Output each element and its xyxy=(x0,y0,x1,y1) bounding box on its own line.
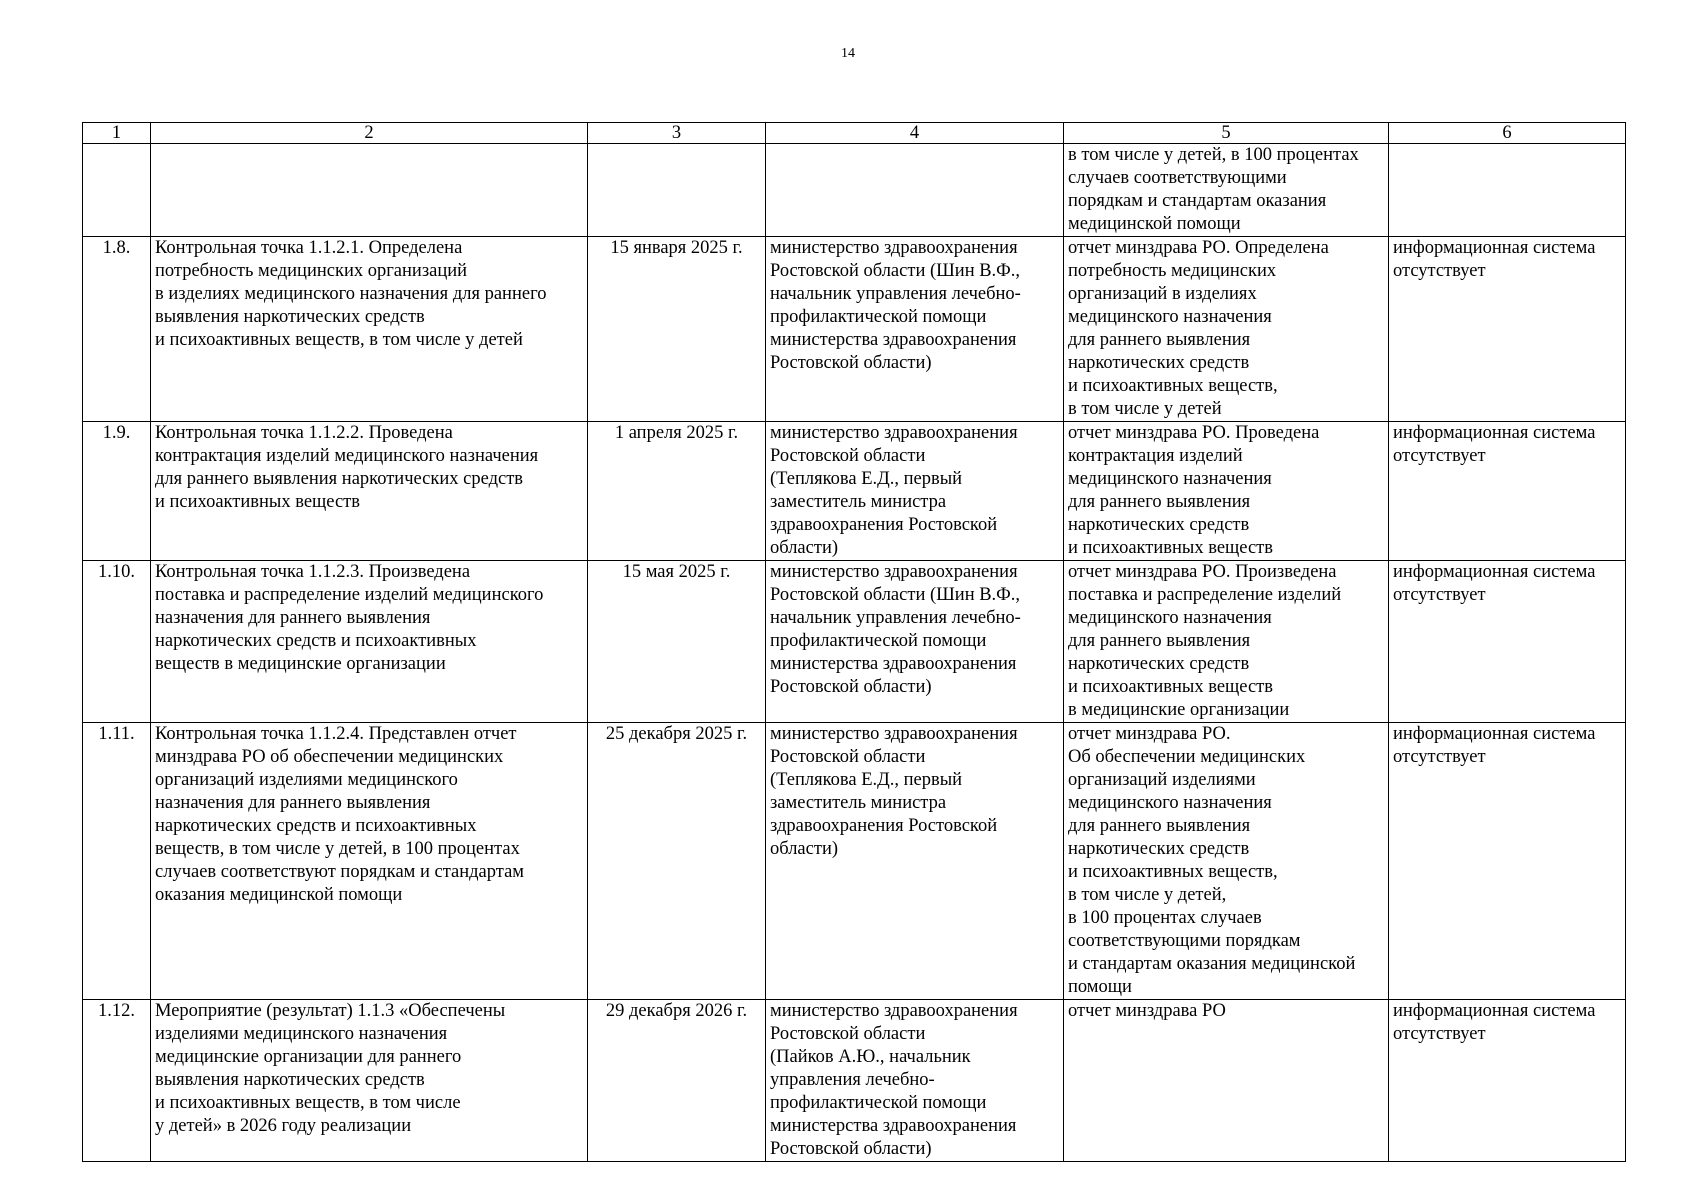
deadline-cell xyxy=(588,144,766,237)
column-header: 6 xyxy=(1389,123,1626,144)
column-header: 1 xyxy=(83,123,151,144)
column-header: 3 xyxy=(588,123,766,144)
event-name-cell xyxy=(151,144,588,237)
row-number-cell xyxy=(83,144,151,237)
event-name-cell: Контрольная точка 1.1.2.3. Произведена поставка и распределение изделий медицинского назначения для раннего выявления наркотических средств и психоактивных веществ в медицинские организации xyxy=(151,561,588,723)
responsible-cell: министерство здравоохранения Ростовской области (Шин В.Ф., начальник управления лечебно- профилактической помощи министерства здравоохранения Ростовской области) xyxy=(766,561,1064,723)
information-system-cell: информационная система отсутствует xyxy=(1389,422,1626,561)
row-number-cell: 1.9. xyxy=(83,422,151,561)
row-number-cell: 1.12. xyxy=(83,1000,151,1162)
information-system-cell xyxy=(1389,144,1626,237)
document-cell: в том числе у детей, в 100 процентах случаев соответствующими порядкам и стандартам оказания медицинской помощи xyxy=(1064,144,1389,237)
deadline-cell: 1 апреля 2025 г. xyxy=(588,422,766,561)
deadline-cell: 15 января 2025 г. xyxy=(588,237,766,422)
control-points-table xyxy=(82,122,1626,1162)
header-row xyxy=(83,123,1626,144)
document-cell: отчет минздрава РО. Проведена контрактация изделий медицинского назначения для раннего выявления наркотических средств и психоактивных веществ xyxy=(1064,422,1389,561)
column-header: 5 xyxy=(1064,123,1389,144)
column-header: 2 xyxy=(151,123,588,144)
document-cell: отчет минздрава РО xyxy=(1064,1000,1389,1162)
table-row xyxy=(83,561,1626,723)
document-cell: отчет минздрава РО. Определена потребность медицинских организаций в изделиях медицинского назначения для раннего выявления наркотических средств и психоактивных веществ, в том числе у детей xyxy=(1064,237,1389,422)
information-system-cell: информационная система отсутствует xyxy=(1389,237,1626,422)
deadline-cell: 15 мая 2025 г. xyxy=(588,561,766,723)
information-system-cell: информационная система отсутствует xyxy=(1389,1000,1626,1162)
information-system-cell: информационная система отсутствует xyxy=(1389,723,1626,1000)
responsible-cell: министерство здравоохранения Ростовской области (Шин В.Ф., начальник управления лечебно- профилактической помощи министерства здравоохранения Ростовской области) xyxy=(766,237,1064,422)
table-row xyxy=(83,144,1626,237)
table-row xyxy=(83,237,1626,422)
event-name-cell: Контрольная точка 1.1.2.2. Проведена контрактация изделий медицинского назначения для раннего выявления наркотических средств и психоактивных веществ xyxy=(151,422,588,561)
deadline-cell: 29 декабря 2026 г. xyxy=(588,1000,766,1162)
document-cell: отчет минздрава РО. Произведена поставка и распределение изделий медицинского назначения для раннего выявления наркотических средств и психоактивных веществ в медицинские организации xyxy=(1064,561,1389,723)
table-row xyxy=(83,1000,1626,1162)
column-header: 4 xyxy=(766,123,1064,144)
row-number-cell: 1.11. xyxy=(83,723,151,1000)
responsible-cell: министерство здравоохранения Ростовской области (Теплякова Е.Д., первый заместитель министра здравоохранения Ростовской области) xyxy=(766,422,1064,561)
event-name-cell: Контрольная точка 1.1.2.4. Представлен отчет минздрава РО об обеспечении медицинских организаций изделиями медицинского назначения для раннего выявления наркотических средств и психоактивных веществ, в том числе у детей, в 100 процентах случаев соответствуют порядкам и стандартам оказания медицинской помощи xyxy=(151,723,588,1000)
event-name-cell: Мероприятие (результат) 1.1.3 «Обеспечены изделиями медицинского назначения медицинские организации для раннего выявления наркотических средств и психоактивных веществ, в том числе у детей» в 2026 году реализации xyxy=(151,1000,588,1162)
table-row xyxy=(83,422,1626,561)
information-system-cell: информационная система отсутствует xyxy=(1389,561,1626,723)
responsible-cell: министерство здравоохранения Ростовской области (Пайков А.Ю., начальник управления лечебно- профилактической помощи министерства здравоохранения Ростовской области) xyxy=(766,1000,1064,1162)
deadline-cell: 25 декабря 2025 г. xyxy=(588,723,766,1000)
page-number: 14 xyxy=(841,46,855,61)
document-cell: отчет минздрава РО. Об обеспечении медицинских организаций изделиями медицинского назначения для раннего выявления наркотических средств и психоактивных веществ, в том числе у детей, в 100 процентах случаев соответствующими порядкам и стандартам оказания медицинской помощи xyxy=(1064,723,1389,1000)
row-number-cell: 1.10. xyxy=(83,561,151,723)
row-number-cell: 1.8. xyxy=(83,237,151,422)
table-row xyxy=(83,723,1626,1000)
responsible-cell xyxy=(766,144,1064,237)
responsible-cell: министерство здравоохранения Ростовской области (Теплякова Е.Д., первый заместитель министра здравоохранения Ростовской области) xyxy=(766,723,1064,1000)
event-name-cell: Контрольная точка 1.1.2.1. Определена потребность медицинских организаций в изделиях медицинского назначения для раннего выявления наркотических средств и психоактивных веществ, в том числе у детей xyxy=(151,237,588,422)
